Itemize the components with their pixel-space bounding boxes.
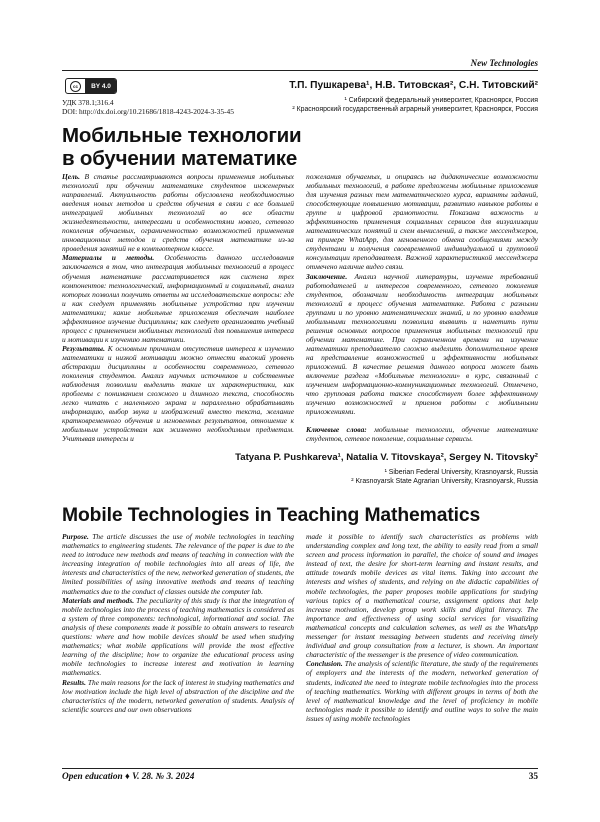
title-ru-line-2: в обучении математике xyxy=(62,147,298,170)
section-text: made it possible to identify such characteristics as problems with understanding complex and long text, the ability to easily read from a small screen and process information in parallel, the choice of sound and images instead of text, the desire for short-term learning and instant results, and attitude towards mobile devices as vital items. Taking into account the interests and wishes of students, and relying on the didactic capabilities of mobile technologies, the paper proposes mobile applications for studying various topics of a mathematical course, assignment options that help increase motivation, develop group work skills and digital literacy. The importance and effectiveness of using social services for visualizing mathematical concepts and calculation schemes, as well as the WhatsApp messenger for instant messaging between students and receiving timely individual and group consultation from a lecturer, is shown. An important characteristic of the messenger is the presence of video communication. xyxy=(306,532,538,660)
abstract-en-purpose xyxy=(62,532,294,596)
license-label: BY 4.0 xyxy=(86,79,116,93)
section-label: Conclusion. xyxy=(306,659,343,669)
section-text: The peculiarity of this study is that the integration of mobile technologies into the process of teaching mathematics is considered as a system of three components: technological, informational and social. The analysis of these components made it possible to obtain answers to research questions: where and how mobile devices should be used when studying mathematics; what mobile applications will provide the most effective learning of the discipline; how to organize the educational process using mobile technologies to increase interest and motivation in learning mathematics. xyxy=(62,595,294,678)
udc-code: УДК 378.1;316.4 xyxy=(62,98,114,107)
abstract-ru-conclusion xyxy=(306,272,538,417)
section-label: Materials and methods. xyxy=(62,595,135,605)
abstract-en-results-cont xyxy=(306,532,538,659)
affiliation-ru-2: ² Красноярский государственный аграрный университет, Красноярск, Россия xyxy=(292,106,538,113)
affiliation-ru-1: ¹ Сибирский федеральный университет, Красноярск, Россия xyxy=(344,97,538,104)
title-ru xyxy=(62,124,301,170)
abstract-ru-left-column xyxy=(62,172,294,443)
section-text: В статье рассматриваются вопросы применения мобильных технологий при обучении математике студентов инженерных направлений. Актуальность работы обусловлена необходимостью введения новых методов и средств обучения в связи с все большей интеграцией мобильных технологий во все области жизнедеятельности, интересами и особенностями нового, сетевого поколения обучаемых, ограниченностью возможностей применения инновационных методов и средств обучения математике из-за проведения занятий не в компьютерном классе. xyxy=(62,172,294,254)
authors-en: Tatyana P. Pushkareva¹, Natalia V. Titovskaya², Sergey N. Titovsky² xyxy=(235,452,538,463)
section-text: К основным причинам отсутствия интереса к изучению математики и низкой мотивации можно отнести высокий уровень абстракции дисциплины и особенности современного, сетевого поколения студентов. Анализ научных источников и собственные наблюдения позволили выделить такие их характеристики, как проблемы с пониманием сложного и длинного текста, способность легко читать с маленького экрана и параллельно обрабатывать информацию, выбор звука и изображений вместо текста, желание кратковременного обучения и мгновенных результатов, отношение к мобильным устройствам как жизненно необходимым предметам. Учитывая интересы и xyxy=(62,343,294,444)
abstract-en-conclusion xyxy=(306,659,538,723)
abstract-ru-keywords xyxy=(306,425,538,443)
abstract-ru-methods xyxy=(62,253,294,343)
abstract-ru-results-cont xyxy=(306,172,538,272)
section-text: The article discusses the use of mobile technologies in teaching mathematics to engineering students. The relevance of the paper is due to the need to introduce new methods and means of teaching in connection with the increasing integration of mobile technologies into all areas of life, the interests and characteristics of the new, networked generation of students, the limited possibilities of using innovative methods and means of teaching mathematics due to the conduct of classes outside the computer lab. xyxy=(62,532,294,596)
section-label: Purpose. xyxy=(62,532,89,541)
affiliation-en-1: ¹ Siberian Federal University, Krasnoyarsk, Russia xyxy=(384,469,538,476)
abstract-en-left-column xyxy=(62,532,294,714)
footer-divider xyxy=(62,768,538,769)
section-label: Заключение. xyxy=(306,271,348,281)
authors-ru: Т.П. Пушкарева¹, Н.В. Титовская², С.Н. Титовский² xyxy=(289,80,538,91)
affiliations-en xyxy=(351,468,538,486)
abstract-en-right-column xyxy=(306,532,538,723)
journal-section-label: New Technologies xyxy=(470,58,538,68)
abstract-ru-purpose xyxy=(62,172,294,253)
footer-journal: Open education ♦ V. 28. № 3. 2024 xyxy=(62,772,195,782)
header-divider xyxy=(62,70,538,71)
udc-doi-block xyxy=(62,98,234,116)
abstract-ru-right-column xyxy=(306,172,538,443)
section-label: Results. xyxy=(62,677,87,687)
abstract-en-methods xyxy=(62,596,294,678)
abstract-ru-results xyxy=(62,344,294,444)
section-label: Цель. xyxy=(62,172,80,181)
section-text: Особенность данного исследования заключается в том, что интеграция мобильных технологий в процесс обучения математике рассматривается как система трех компонентов: технологический, информационный и социальный, анализ которых позволил получить ответы на исследовательские вопросы: где и как следует применять мобильные устройства при изучении математики; какие мобильные приложения обеспечат наиболее эффективное изучение дисциплины; как следует организовать учебный процесс с применением мобильных технологий для повышения интереса и мотивации к изучению математики. xyxy=(62,253,294,344)
section-label: Результаты. xyxy=(62,343,105,353)
doi-link[interactable]: DOI: http://dx.doi.org/10.21686/1818-4243-2024-3-35-45 xyxy=(62,107,234,117)
section-text: мобильные технологии, обучение математике студентов, сетевое поколение, социальные сервисы. xyxy=(306,425,538,444)
section-text: The analysis of scientific literature, the study of the requirements of employers and the interests of the modern, networked generation of students, indicated the need to integrate mobile technologies into the process of teaching mathematics. Working with different groups in terms of both the level of mathematical knowledge and the level of proficiency in mobile technologies made it possible to identify and outline ways to solve the main issues of using mobile technologies xyxy=(306,659,538,723)
cc-icon: cc xyxy=(66,79,86,93)
affiliation-en-2: ² Krasnoyarsk State Agrarian University, Krasnoyarsk, Russia xyxy=(351,478,538,485)
title-en: Mobile Technologies in Teaching Mathematics xyxy=(62,505,481,526)
section-label: Ключевые слова: xyxy=(306,425,367,435)
title-ru-line-1: Мобильные технологии xyxy=(62,124,302,147)
license-badge[interactable] xyxy=(65,78,117,94)
page-number: 35 xyxy=(528,772,538,782)
section-text: пожелания обучаемых, и опираясь на дидактические возможности мобильных технологий, в работе предложены мобильные приложения для изучения разных тем математического курса, варианты заданий, способствующие повышению мотивации, развитию навыков работы в группе и цифровой грамотности. Показана важность и эффективность применения социальных сервисов для визуализации математических понятий и схем вычислений, а также мессенджеров, на примере WhatApp, для мгновенного обмена сообщениями между студентами и получения своевременной индивидуальной и групповой консультации преподавателя. Важной характеристикой мессенджера отмечено наличие видео связи. xyxy=(306,172,538,272)
section-label: Материалы и методы. xyxy=(62,253,155,263)
abstract-en-results xyxy=(62,678,294,714)
section-text: The main reasons for the lack of interest in studying mathematics and low motivation include the high level of abstraction of the discipline and the characteristics of the modern, networked generation of students. Analysis of scientific sources and our own observations xyxy=(62,677,294,714)
section-text: Анализ научной литературы, изучение требований работодателей и интересов современного, сетевого поколения студентов, обозначили необходимость интеграции мобильных технологий в процесс обучения математике. Работа с разными группами и по уровню математических знаний, и по уровню владения мобильными технологиями позволила выявить и наметить пути решения основных вопросов применения мобильных технологий при обучении математике. При ограниченном времени на изучение математики преподавателю сложно выделить дополнительное время на представление возможностей и эффективности мобильных приложений. В качестве решения данного вопроса может быть включение раздела «Мобильные технологии» в курс, связанный с изучением информационно-коммуникационных технологий. Отмечено, что групповая работа также способствует более эффективному изучению возможностей и приемов работы с мобильными приложениями. xyxy=(306,271,538,417)
affiliations-ru xyxy=(292,96,538,114)
